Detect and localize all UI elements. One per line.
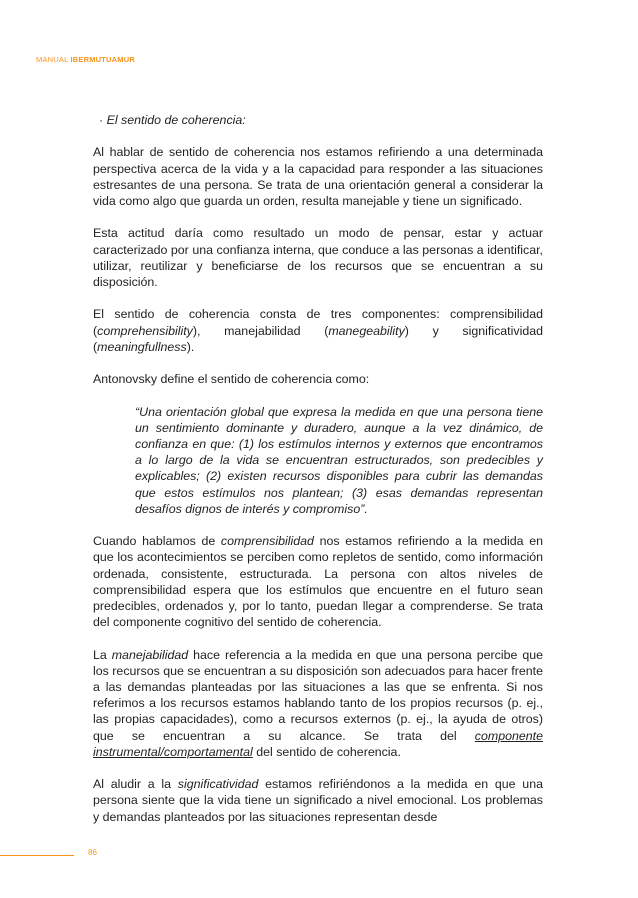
term-significatividad: significatividad — [177, 777, 259, 792]
text-segment: hace referencia a la medida en que una persona percibe que los recursos que se encuentran a su disposición son adecuados para hacer frente a las demandas planteadas por las situaciones a las que se enfrenta. Si nos referimos a los recursos estamos hablando tanto de los propios recursos (p. ej., las propias capacidades), como a recursos externos (p. ej., la ayuda de otros) que se encuentran a su alcance. Se trata del — [93, 647, 543, 743]
term-comprehensibility: comprehensibility — [97, 323, 193, 338]
text-segment: ). — [186, 339, 195, 354]
bullet-text: El sentido de coherencia: — [106, 113, 246, 127]
footer-rule — [0, 855, 74, 856]
text-segment: ), manejabilidad ( — [192, 323, 329, 338]
paragraph-5 — [93, 533, 543, 630]
paragraph-7 — [93, 776, 543, 825]
page-body — [93, 112, 543, 841]
paragraph-1: Al hablar de sentido de coherencia nos estamos refiriendo a una determinada perspectiva acerca de la vida y a la capacidad para responder a las situaciones estresantes de una persona. Se trata de una orientación general a considerar la vida como algo que guarda un orden, resulta manejable y tiene un significado. — [93, 145, 543, 208]
term-meaningfullness: meaningfullness — [97, 339, 187, 354]
term-manegeability: manegeability — [328, 323, 405, 338]
text-segment: estamos refiriéndonos a la medida en que una persona siente que la vida tiene un significado a nivel emocional. Los problemas y demandas planteados por las situaciones representan desde — [93, 777, 543, 824]
term-comprensibilidad: comprensibilidad — [220, 534, 314, 549]
text-segment: La — [93, 647, 112, 662]
term-manejabilidad: manejabilidad — [111, 647, 189, 662]
header-manual: MANUAL — [36, 55, 69, 64]
header-brand: IBERMUTUAMUR — [70, 55, 135, 64]
block-quote: “Una orientación global que expresa la medida en que una persona tiene un sentimiento dominante y duradero, aunque a la vez dinámico, de confianza en que: (1) los estímulos internos y externos que encontramos a lo largo de la vida se encuentran estructurados, son predecibles y explicables; (2) existen recursos disponibles para cubrir las demandas que estos estímulos nos plantean; (3) esas demandas representan desafíos dignos de interés y compromiso”. — [135, 404, 543, 516]
term-componente-instrumental: componente instrumental/comportamental — [93, 728, 543, 759]
paragraph-6 — [93, 647, 543, 760]
text-segment: del sentido de coherencia. — [252, 744, 401, 759]
running-header — [36, 55, 135, 64]
bullet-heading — [93, 112, 543, 128]
text-segment: ) y significatividad ( — [93, 323, 543, 354]
paragraph-4: Antonovsky define el sentido de coherencia como: — [93, 372, 370, 387]
paragraph-3 — [93, 306, 543, 355]
text-segment: nos estamos refiriendo a la medida en que los acontecimientos se perciben como repletos de sentido, como información ordenada, consistente, estructurada. La persona con altos niveles de comprensibilidad espera que los estímulos que encuentre en el futuro sean predecibles, ordenados y, por lo tanto, puedan llegar a comprenderse. Se trata del componente cognitivo del sentido de coherencia. — [93, 534, 543, 630]
page-number: 86 — [88, 848, 97, 857]
bullet-marker: · — [99, 113, 104, 127]
text-segment: Cuando hablamos de — [93, 534, 221, 549]
text-segment: El sentido de coherencia consta de tres componentes: comprensibilidad ( — [93, 307, 543, 338]
paragraph-2: Esta actitud daría como resultado un modo de pensar, estar y actuar caracterizado por una confianza interna, que conduce a las personas a identificar, utilizar, reutilizar y beneficiarse de los recursos que se encuentran a su disposición. — [93, 226, 543, 289]
text-segment: Al aludir a la — [93, 777, 178, 792]
